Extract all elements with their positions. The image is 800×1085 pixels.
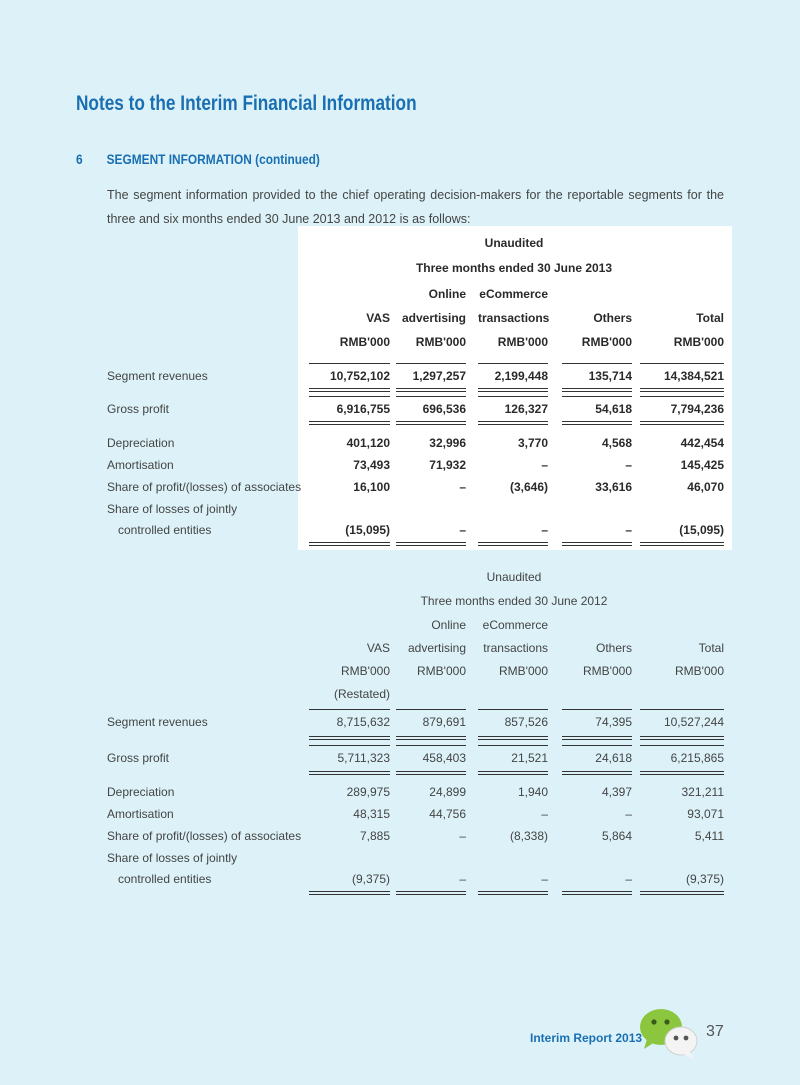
col-header: VAS [366, 641, 390, 655]
cell: – [459, 829, 466, 843]
col-unit: RMB'000 [581, 335, 632, 349]
col-header: advertising [401, 311, 466, 325]
rule [396, 745, 466, 746]
row-label: Depreciation [107, 436, 175, 450]
col-header: Others [595, 641, 632, 655]
cell: (9,375) [351, 872, 390, 886]
double-rule [640, 421, 724, 425]
cell: 5,711,323 [337, 751, 390, 765]
cell: 33,616 [595, 480, 632, 494]
rule [478, 396, 548, 397]
col-header: advertising [407, 641, 466, 655]
cell: 4,397 [601, 785, 632, 799]
cell: 5,864 [601, 829, 632, 843]
table-row [0, 369, 800, 389]
period-label: Three months ended 30 June 2013 [415, 261, 613, 275]
col-unit: RMB'000 [415, 335, 466, 349]
cell: 5,411 [694, 829, 724, 843]
rule [396, 363, 466, 364]
col-unit: RMB'000 [339, 335, 390, 349]
col-header: Total [698, 641, 724, 655]
cell: 21,521 [511, 751, 548, 765]
cell: – [541, 807, 548, 821]
rule [309, 363, 390, 364]
double-rule [562, 542, 632, 546]
double-rule [309, 891, 390, 895]
row-label: Amortisation [107, 458, 174, 472]
row-label: Share of profit/(losses) of associates [107, 829, 302, 843]
row-label: Segment revenues [107, 715, 208, 729]
double-rule [396, 736, 466, 740]
cell: (8,338) [509, 829, 548, 843]
row-label: Amortisation [107, 807, 174, 821]
rule [640, 363, 724, 364]
rule [562, 363, 632, 364]
table-row [0, 851, 800, 871]
row-label: controlled entities [118, 523, 212, 537]
audit-label: Unaudited [486, 570, 542, 584]
table-row [0, 502, 800, 522]
double-rule [640, 388, 724, 392]
rule [478, 363, 548, 364]
double-rule [478, 542, 548, 546]
cell: – [625, 872, 632, 886]
cell: – [459, 872, 466, 886]
cell: 458,403 [422, 751, 466, 765]
cell: 7,885 [359, 829, 390, 843]
row-label: Depreciation [107, 785, 175, 799]
section-heading [76, 151, 320, 167]
cell: 10,752,102 [329, 369, 390, 383]
rule [309, 745, 390, 746]
cell: (15,095) [345, 523, 390, 537]
intro-paragraph: The segment information provided to the chief operating decision-makers for the reportable segments for the three and six months ended 30 June 2013 and 2012 is as follows: [107, 188, 724, 226]
cell: 54,618 [595, 402, 632, 416]
double-rule [562, 388, 632, 392]
rule [562, 396, 632, 397]
double-rule [478, 891, 548, 895]
cell: 401,120 [346, 436, 390, 450]
cell: 73,493 [353, 458, 390, 472]
double-rule [396, 542, 466, 546]
cell: 289,975 [346, 785, 390, 799]
cell: 7,794,236 [670, 402, 724, 416]
table-row [0, 436, 800, 456]
rule [562, 709, 632, 710]
cell: 93,071 [687, 807, 724, 821]
double-rule [309, 421, 390, 425]
cell: – [625, 807, 632, 821]
row-label: Segment revenues [107, 369, 208, 383]
table-row [0, 807, 800, 827]
cell: (9,375) [685, 872, 724, 886]
row-label: Share of profit/(losses) of associates [107, 480, 302, 494]
cell: 24,618 [595, 751, 632, 765]
double-rule [396, 421, 466, 425]
col-unit: RMB'000 [497, 335, 548, 349]
cell: 321,211 [681, 785, 724, 799]
period-label: Three months ended 30 June 2012 [420, 594, 608, 608]
table-row [0, 872, 800, 892]
col-unit: RMB'000 [341, 664, 390, 678]
table-row [0, 458, 800, 478]
page-number: 37 [706, 1023, 724, 1040]
rule [309, 709, 390, 710]
cell: 32,996 [429, 436, 466, 450]
cell: (3,646) [509, 480, 548, 494]
rule [396, 709, 466, 710]
double-rule [562, 891, 632, 895]
cell: 46,070 [687, 480, 724, 494]
section-number: 6 [76, 151, 83, 167]
double-rule [640, 771, 724, 775]
row-label: Gross profit [107, 751, 170, 765]
row-label: Share of losses of jointly [107, 502, 238, 516]
cell: 6,215,865 [670, 751, 724, 765]
rule [478, 745, 548, 746]
cell: 126,327 [504, 402, 548, 416]
cell: 879,691 [422, 715, 466, 729]
cell: 24,899 [429, 785, 466, 799]
double-rule [562, 771, 632, 775]
cell: 696,536 [422, 402, 466, 416]
double-rule [396, 891, 466, 895]
col-header: Others [593, 311, 632, 325]
cell: 6,916,755 [336, 402, 390, 416]
double-rule [309, 388, 390, 392]
cell: 10,527,244 [663, 715, 724, 729]
rule [478, 709, 548, 710]
col-note: (Restated) [333, 687, 390, 701]
page-title: Notes to the Interim Financial Information [76, 92, 417, 115]
cell: 3,770 [517, 436, 548, 450]
table-row [0, 785, 800, 805]
cell: 71,932 [429, 458, 466, 472]
cell: 16,100 [353, 480, 390, 494]
table-row [0, 751, 800, 771]
double-rule [396, 771, 466, 775]
double-rule [309, 771, 390, 775]
rule [640, 745, 724, 746]
report-label: Interim Report 2013 [530, 1031, 643, 1045]
double-rule [396, 388, 466, 392]
double-rule [478, 771, 548, 775]
cell: 1,940 [517, 785, 548, 799]
double-rule [309, 736, 390, 740]
cell: 2,199,448 [494, 369, 548, 383]
cell: (15,095) [679, 523, 724, 537]
row-label: controlled entities [118, 872, 212, 886]
rule [640, 709, 724, 710]
cell: – [625, 523, 632, 537]
cell: 48,315 [353, 807, 390, 821]
chat-bubbles-logo-icon [637, 1003, 699, 1061]
table-row [0, 715, 800, 735]
section-title: SEGMENT INFORMATION (continued) [106, 151, 320, 167]
table-row [0, 480, 800, 500]
cell: 8,715,632 [336, 715, 390, 729]
col-header: eCommerce [482, 618, 548, 632]
table-row [0, 402, 800, 422]
table-row [0, 829, 800, 849]
rule [396, 396, 466, 397]
audit-label: Unaudited [484, 236, 544, 250]
table-row [0, 523, 800, 543]
col-header: eCommerce [479, 287, 548, 301]
col-unit: RMB'000 [499, 664, 548, 678]
rule [309, 396, 390, 397]
row-label: Share of losses of jointly [107, 851, 238, 865]
col-unit: RMB'000 [673, 335, 724, 349]
col-header: Online [428, 287, 466, 301]
double-rule [640, 891, 724, 895]
col-unit: RMB'000 [417, 664, 466, 678]
col-unit: RMB'000 [675, 664, 724, 678]
double-rule [478, 388, 548, 392]
cell: – [541, 872, 548, 886]
col-unit: RMB'000 [583, 664, 632, 678]
col-header: transactions [483, 641, 548, 655]
double-rule [478, 736, 548, 740]
double-rule [640, 736, 724, 740]
cell: 44,756 [429, 807, 466, 821]
double-rule [562, 421, 632, 425]
cell: 74,395 [595, 715, 632, 729]
cell: 145,425 [680, 458, 724, 472]
cell: – [625, 458, 632, 472]
rule [640, 396, 724, 397]
cell: – [459, 523, 466, 537]
cell: – [459, 480, 466, 494]
double-rule [640, 542, 724, 546]
col-header: VAS [366, 311, 390, 325]
cell: 857,526 [504, 715, 548, 729]
double-rule [562, 736, 632, 740]
cell: 4,568 [601, 436, 632, 450]
cell: – [541, 523, 548, 537]
cell: 135,714 [588, 369, 632, 383]
cell: – [541, 458, 548, 472]
cell: 442,454 [680, 436, 724, 450]
col-header: Online [431, 618, 466, 632]
col-header: Total [696, 311, 724, 325]
double-rule [478, 421, 548, 425]
cell: 14,384,521 [663, 369, 724, 383]
rule [562, 745, 632, 746]
col-header: transactions [478, 311, 550, 325]
double-rule [309, 542, 390, 546]
row-label: Gross profit [107, 402, 170, 416]
cell: 1,297,257 [412, 369, 466, 383]
